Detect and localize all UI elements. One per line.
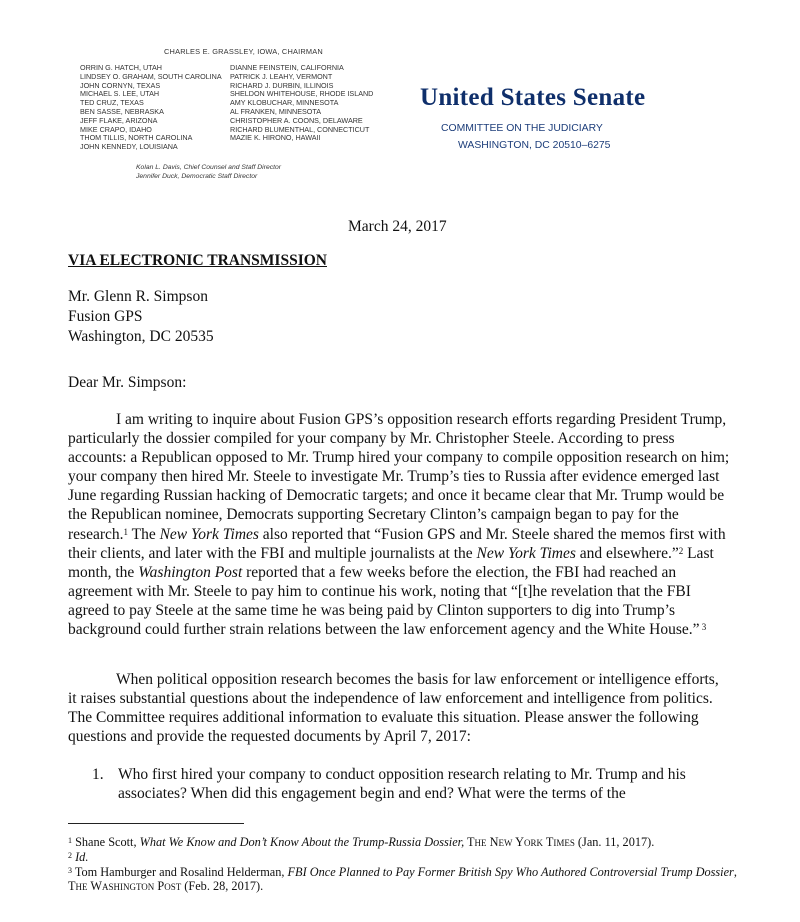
committee-address: WASHINGTON, DC 20510–6275 bbox=[458, 140, 611, 151]
question-text: Who first hired your company to conduct opposition research relating to Mr. Trump and his associates? When did this engagement begin and end? What were the terms of the bbox=[118, 766, 686, 803]
member-name: BEN SASSE, NEBRASKA bbox=[80, 106, 164, 116]
member-name: AMY KLOBUCHAR, MINNESOTA bbox=[230, 98, 339, 108]
committee-name: COMMITTEE ON THE JUDICIARY bbox=[441, 123, 603, 134]
member-name: ORRIN G. HATCH, UTAH bbox=[80, 63, 162, 72]
member-name: TED CRUZ, TEXAS bbox=[80, 98, 144, 108]
recipient-organization: Fusion GPS bbox=[68, 308, 143, 325]
majority-members-list bbox=[80, 64, 222, 152]
letter-date: March 24, 2017 bbox=[348, 218, 447, 235]
member-name: AL FRANKEN, MINNESOTA bbox=[230, 106, 322, 116]
member-name: MAZIE K. HIRONO, HAWAII bbox=[230, 133, 321, 143]
footnote-ref: 2 bbox=[678, 545, 684, 556]
footnote-divider bbox=[68, 823, 244, 824]
member-name: JOHN CORNYN, TEXAS bbox=[80, 80, 161, 90]
footnote-2: $^2$ Id. bbox=[68, 850, 89, 864]
footnote-3: $^3$ Tom Hamburger and Rosalind Helderman, FBI Once Planned to Pay Former British Spy Who Authored Controversial Trump Dossier, The Washington Post (Feb. 28, 2017). bbox=[68, 865, 737, 894]
salutation: Dear Mr. Simpson: bbox=[68, 374, 187, 391]
paragraph-intro: I am writing to inquire about Fusion GPS’s opposition research efforts regarding President Trump, particularly the dossier compiled for your company by Mr. Christopher Steele. According to press accounts: a Republican opposed to Mr. Trump hired your company to compile opposition research on him; your company then hired Mr. Steele to investigate Mr. Trump’s ties to Russia after evidence emerged last June regarding Russian hacking of Democratic targets; and once it became clear that Mr. Trump would be the Republican nominee, Democrats supporting Secretary Clinton’s campaign began to pay for the research.$^1$ The New York Times also reported that “Fusion GPS and Mr. Steele shared the memos first with their clients, and later with the FBI and multiple journalists at the New York Times and elsewhere.”$^2$ Last month, the Washington Post reported that a few weeks before the election, the FBI had reached an agreement with Mr. Steele to pay him to continue his work, noting that “[t]he revelation that the FBI agreed to pay Steele at the same time he was being paid by Clinton supporters to dig into Trump’s background could further strain relations between the law enforcement agency and the White House.” $^3$ bbox=[68, 411, 730, 639]
member-name: LINDSEY O. GRAHAM, SOUTH CAROLINA bbox=[80, 71, 222, 81]
democratic-staff-line: Jennifer Duck, Democratic Staff Director bbox=[136, 172, 258, 180]
member-name: MIKE CRAPO, IDAHO bbox=[80, 124, 152, 134]
member-name: JOHN KENNEDY, LOUISIANA bbox=[80, 142, 178, 152]
chairman-line: CHARLES E. GRASSLEY, IOWA, CHAIRMAN bbox=[164, 47, 323, 56]
member-name: DIANNE FEINSTEIN, CALIFORNIA bbox=[230, 63, 344, 72]
member-name: PATRICK J. LEAHY, VERMONT bbox=[230, 71, 333, 81]
member-name: JEFF FLAKE, ARIZONA bbox=[80, 115, 158, 125]
paragraph-request: When political opposition research becomes the basis for law enforcement or intelligence efforts, it raises substantial questions about the independence of law enforcement and intelligence from politics. The Committee requires additional information to evaluate this situation. Please answer the following questions and provide the requested documents by April 7, 2017: bbox=[68, 671, 719, 746]
question-number: 1. bbox=[92, 766, 104, 783]
member-name: CHRISTOPHER A. COONS, DELAWARE bbox=[230, 115, 363, 125]
footnote-ref: 1 bbox=[123, 526, 128, 537]
member-name: MICHAEL S. LEE, UTAH bbox=[80, 89, 160, 99]
senate-wordmark: United States Senate bbox=[420, 84, 646, 111]
member-name: SHELDON WHITEHOUSE, RHODE ISLAND bbox=[230, 89, 374, 99]
footnote-1: $^1$ Shane Scott, What We Know and Don’t Know About the Trump-Russia Dossier, The New York Times (Jan. 11, 2017). bbox=[68, 835, 655, 849]
minority-members-list bbox=[230, 64, 373, 143]
recipient-city: Washington, DC 20535 bbox=[68, 328, 214, 345]
member-name: RICHARD J. DURBIN, ILLINOIS bbox=[230, 80, 334, 90]
chief-counsel-line: Kolan L. Davis, Chief Counsel and Staff Director bbox=[136, 164, 282, 171]
staff-directors bbox=[136, 164, 281, 181]
transmission-method: VIA ELECTRONIC TRANSMISSION bbox=[68, 252, 327, 269]
member-name: THOM TILLIS, NORTH CAROLINA bbox=[80, 133, 193, 143]
member-name: RICHARD BLUMENTHAL, CONNECTICUT bbox=[230, 124, 370, 134]
recipient-address bbox=[68, 287, 214, 347]
recipient-name: Mr. Glenn R. Simpson bbox=[68, 288, 208, 305]
footnote-ref: 3 bbox=[699, 622, 707, 633]
